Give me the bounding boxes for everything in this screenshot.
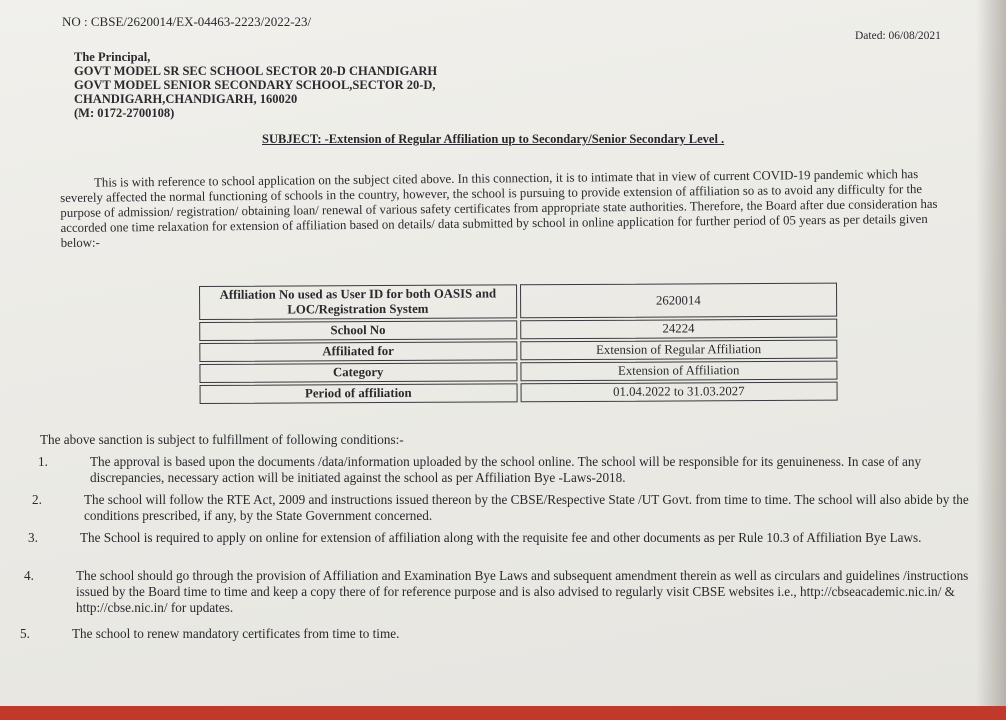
table-value-cell: Extension of Affiliation — [520, 361, 838, 382]
background-strip — [0, 706, 1006, 720]
table-value-cell: 24224 — [520, 319, 838, 340]
condition-item — [28, 530, 988, 564]
table-label-cell: Affiliated for — [199, 341, 517, 362]
condition-item — [32, 492, 988, 526]
subject-line: SUBJECT: -Extension of Regular Affiliation up to Secondary/Senior Secondary Level . — [262, 132, 725, 146]
table-label-cell: Category — [199, 362, 517, 383]
condition-text: The school will follow the RTE Act, 2009 and instructions issued thereon by the CBSE/Respective State /UT Govt. from time to time. The school will also abide by the conditions prescribed, if any, by the State Government concerned. — [84, 492, 969, 523]
condition-text: The School is required to apply on online for extension of affiliation along with the requisite fee and other documents as per Rule 10.3 of Affiliation Bye Laws. — [80, 530, 922, 545]
condition-number: 1. — [38, 454, 48, 469]
condition-item — [38, 454, 988, 488]
table-row — [200, 382, 838, 404]
reference-number: NO : CBSE/2620014/EX-04463-2223/2022-23/ — [62, 14, 312, 29]
address-line: The Principal, — [74, 50, 151, 64]
condition-text: The approval is based upon the documents /data/information uploaded by the school online. The school will be responsible for its genuineness. In case of any discrepancies, necessary action will be initiated against the school as per Affiliation Bye -Laws-2018. — [90, 454, 922, 485]
table-value-cell: Extension of Regular Affiliation — [520, 340, 838, 361]
condition-text: The school should go through the provision of Affiliation and Examination Bye Laws and subsequent amendment therein as well as circulars and guidelines /instructions issued by the Board time to time and keep a copy there of for reference purpose and is also advised to regularly visit CBSE websites i.e., http://cbseacademic.nic.in/ & http://cbse.nic.in/ for updates. — [76, 568, 969, 615]
letter-date: Dated: 06/08/2021 — [855, 30, 941, 42]
condition-text: The school to renew mandatory certificates from time to time. — [72, 626, 400, 641]
address-line: GOVT MODEL SR SEC SCHOOL SECTOR 20-D CHANDIGARH — [74, 64, 438, 78]
condition-number: 5. — [20, 626, 30, 641]
conditions-heading: The above sanction is subject to fulfillment of following conditions:- — [40, 432, 404, 447]
table-value-cell: 01.04.2022 to 31.03.2027 — [520, 382, 838, 403]
table-row — [199, 283, 837, 320]
address-line: (M: 0172-2700108) — [74, 106, 175, 120]
table-row — [199, 319, 837, 341]
address-line: GOVT MODEL SENIOR SECONDARY SCHOOL,SECTOR 20-D, — [74, 78, 436, 92]
condition-number: 3. — [28, 530, 38, 545]
table-label-cell: Affiliation No used as User ID for both OASIS and LOC/Registration System — [199, 284, 517, 320]
table-row — [199, 340, 837, 362]
condition-item — [24, 568, 988, 620]
affiliation-table — [196, 281, 841, 406]
table-value-cell: 2620014 — [520, 283, 838, 319]
address-line: CHANDIGARH,CHANDIGARH, 160020 — [74, 92, 298, 106]
intro-text: This is with reference to school application on the subject cited above. In this connection, it is to intimate that in view of current COVID-19 pandemic which has severely affected the normal functioning of schools in the country, however, the school is pursuing to provide extension of affiliation so as to avoid any difficulty for the purpose of admission/ registration/ obtaining loan/ renewal of various safety certificates from appropriate state authorities. Therefore, the Board after due consideration has accorded one time relaxation for extension of affiliation based on details/ data submitted by school in online application for further period of 05 years as per details given below:- — [60, 167, 938, 250]
table-label-cell: Period of affiliation — [200, 383, 518, 404]
intro-paragraph — [60, 167, 961, 251]
condition-item — [20, 626, 980, 644]
condition-number: 2. — [32, 492, 42, 507]
table-label-cell: School No — [199, 320, 517, 341]
condition-number: 4. — [24, 568, 34, 583]
table-row — [199, 361, 837, 383]
recipient-address — [74, 50, 437, 120]
page-edge-shadow — [976, 0, 1006, 720]
